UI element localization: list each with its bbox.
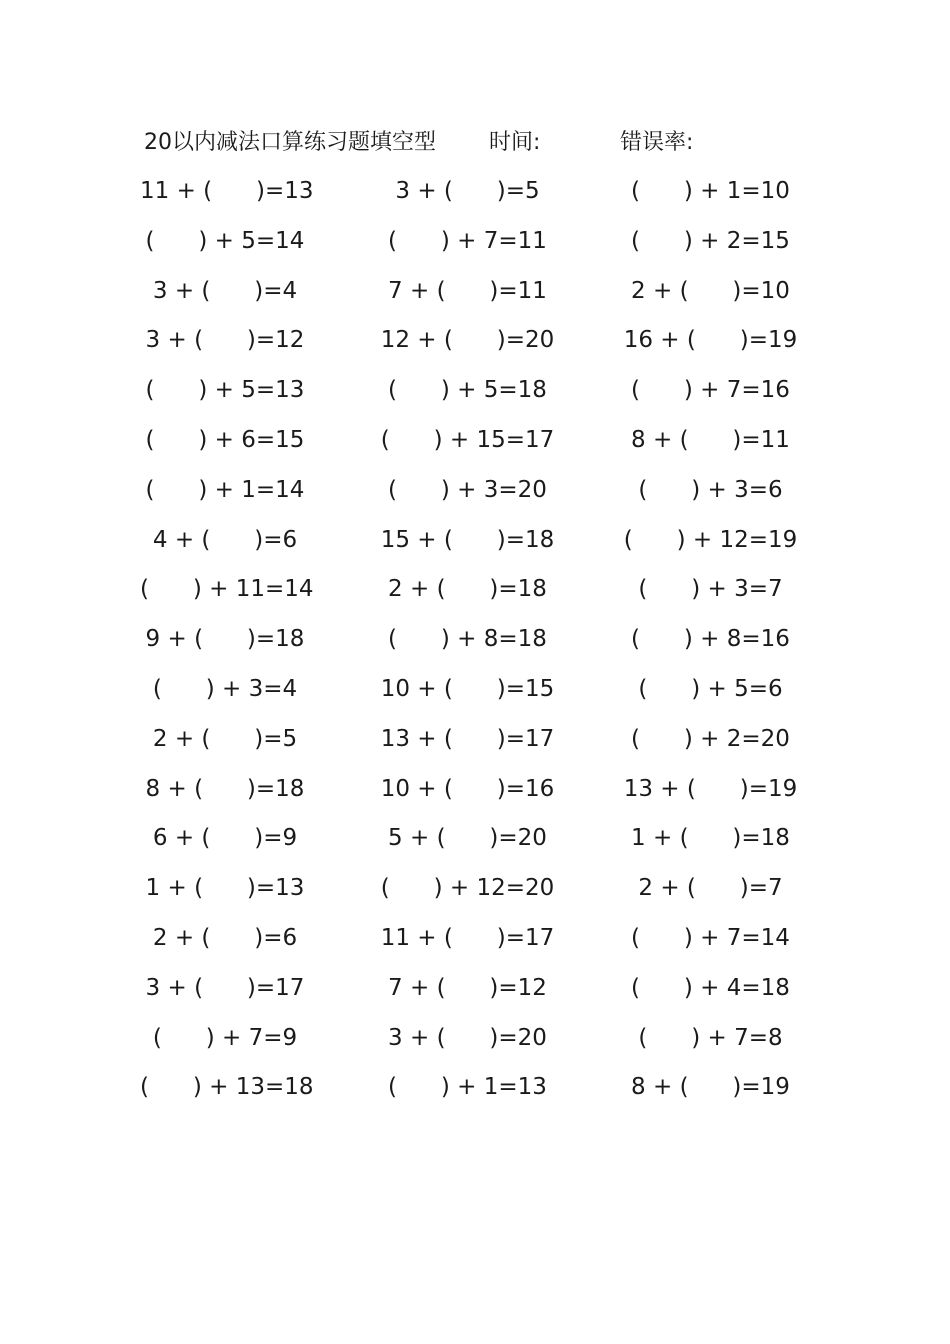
problem-item: ( ) + 1=13 — [388, 1074, 547, 1101]
problem-item: 3 + ( )=4 — [152, 277, 298, 304]
problem-item: 13 + ( )=19 — [623, 775, 798, 802]
problem-item: ( ) + 12=20 — [380, 875, 555, 902]
problem-item: 2 + ( )=18 — [388, 576, 547, 603]
problem-item: ( ) + 15=17 — [380, 426, 555, 453]
problem-item: 8 + ( )=19 — [631, 1074, 790, 1101]
problem-item: ( ) + 6=15 — [145, 426, 305, 453]
problem-item: 3 + ( )=5 — [395, 178, 540, 204]
problem-item: 6 + ( )=9 — [152, 825, 298, 852]
problem-row — [140, 520, 810, 570]
problem-item: ( ) + 5=18 — [388, 377, 547, 404]
problem-item: 7 + ( )=11 — [388, 277, 547, 304]
problem-item: 4 + ( )=6 — [152, 526, 298, 553]
problem-item: ( ) + 8=16 — [631, 626, 790, 653]
problem-item: 2 + ( )=6 — [152, 924, 298, 951]
problem-item: ( ) + 4=18 — [631, 974, 790, 1001]
problem-row — [140, 868, 810, 918]
problem-item: 16 + ( )=19 — [623, 327, 798, 354]
problem-item: 2 + ( )=7 — [638, 875, 783, 902]
problem-item: ( ) + 2=20 — [631, 725, 790, 752]
problem-item: 3 + ( )=17 — [145, 974, 305, 1001]
error-rate-label: 错误率: — [620, 130, 694, 155]
problem-row — [140, 968, 810, 1018]
problem-item: ( ) + 5=13 — [145, 377, 305, 404]
problem-item: 5 + ( )=20 — [388, 825, 547, 852]
problem-item: 8 + ( )=11 — [631, 426, 790, 453]
problem-row — [140, 669, 810, 719]
problem-row — [140, 619, 810, 669]
problem-item: ( ) + 3=20 — [388, 476, 547, 503]
problem-item: 3 + ( )=20 — [388, 1024, 547, 1051]
problem-row — [140, 271, 810, 321]
problem-item: ( ) + 3=4 — [152, 675, 298, 702]
problem-item: ( ) + 3=6 — [638, 476, 783, 503]
problem-item: ( ) + 7=16 — [631, 377, 790, 404]
problem-grid — [140, 171, 810, 1117]
problem-item: ( ) + 7=14 — [631, 924, 790, 951]
problem-row — [140, 171, 810, 221]
problem-row — [140, 1018, 810, 1068]
worksheet-title: 20以内减法口算练习题填空型 — [144, 130, 436, 155]
problem-item: 2 + ( )=5 — [152, 725, 298, 752]
problem-row — [140, 420, 810, 470]
problem-item: ( ) + 5=14 — [145, 227, 305, 254]
time-label: 时间: — [489, 130, 541, 155]
problem-item: ( ) + 5=6 — [638, 675, 783, 702]
problem-item: ( ) + 12=19 — [623, 526, 798, 553]
problem-item: 10 + ( )=15 — [380, 675, 555, 702]
problem-item: ( ) + 7=9 — [152, 1024, 298, 1051]
problem-item: ( ) + 8=18 — [388, 626, 547, 653]
problem-item: 13 + ( )=17 — [380, 725, 555, 752]
problem-item: ( ) + 3=7 — [638, 576, 783, 603]
problem-row — [140, 221, 810, 271]
problem-item: ( ) + 13=18 — [140, 1074, 314, 1101]
problem-item: ( ) + 2=15 — [631, 227, 790, 254]
problem-item: 1 + ( )=13 — [145, 875, 305, 902]
problem-row — [140, 818, 810, 868]
problem-row — [140, 470, 810, 520]
problem-item: 2 + ( )=10 — [631, 277, 790, 304]
problem-row — [140, 370, 810, 420]
problem-row — [140, 569, 810, 619]
problem-item: 7 + ( )=12 — [388, 974, 547, 1001]
problem-item: ( ) + 7=11 — [388, 227, 547, 254]
problem-item: 11 + ( )=17 — [380, 924, 555, 951]
problem-row — [140, 769, 810, 819]
problem-item: 1 + ( )=18 — [631, 825, 790, 852]
problem-row — [140, 918, 810, 968]
problem-row — [140, 719, 810, 769]
problem-item: ( ) + 7=8 — [638, 1024, 783, 1051]
worksheet-header — [144, 126, 764, 160]
problem-item: 12 + ( )=20 — [380, 327, 555, 354]
problem-item: 9 + ( )=18 — [145, 626, 305, 653]
problem-item: 10 + ( )=16 — [380, 775, 555, 802]
problem-item: 15 + ( )=18 — [380, 526, 555, 553]
problem-row — [140, 320, 810, 370]
problem-item: ( ) + 1=14 — [145, 476, 305, 503]
problem-item: 8 + ( )=18 — [145, 775, 305, 802]
problem-item: ( ) + 11=14 — [140, 576, 314, 603]
problem-item: 11 + ( )=13 — [140, 178, 314, 204]
problem-item: ( ) + 1=10 — [631, 178, 790, 204]
problem-item: 3 + ( )=12 — [145, 327, 305, 354]
problem-row — [140, 1067, 810, 1117]
